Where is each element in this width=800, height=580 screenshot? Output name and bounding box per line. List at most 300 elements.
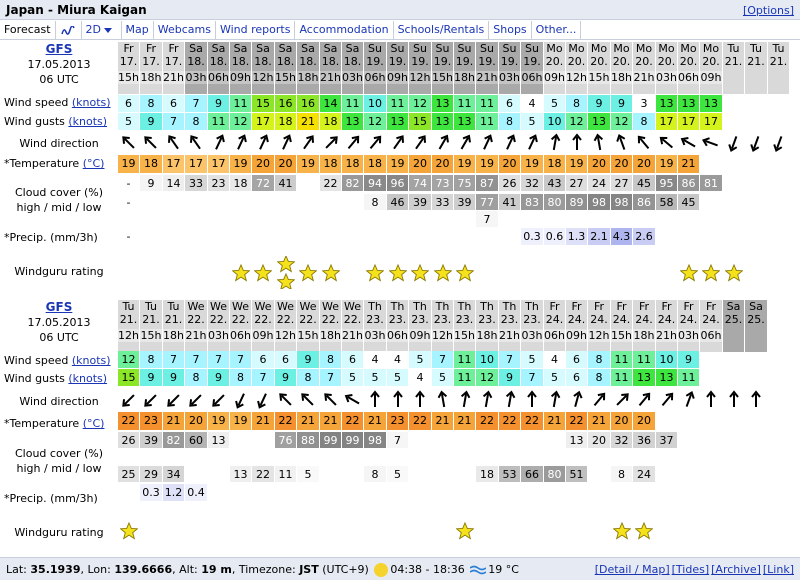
rating-cell — [521, 515, 543, 547]
header-hour: 15h — [297, 329, 319, 342]
rating-cell — [409, 256, 431, 289]
water-temp: 19 °C — [488, 563, 519, 576]
header-day: Mo — [658, 42, 675, 55]
temperature-cell: 19 — [566, 155, 587, 173]
precip-cell — [432, 484, 453, 501]
day-header — [163, 300, 184, 352]
rating-cell — [163, 515, 184, 547]
temperature-cell: 19 — [297, 155, 319, 173]
wind-speed-cell: 9 — [208, 95, 229, 112]
header-date: 17. — [164, 55, 183, 68]
rating-cell — [656, 515, 677, 547]
header-day: Su — [457, 42, 472, 55]
wind-speed-cell: 10 — [476, 351, 498, 368]
rating-cell — [476, 515, 498, 547]
day-header — [656, 300, 677, 352]
wind-gusts-cell: 11 — [208, 113, 229, 130]
alt-label: Alt: — [179, 563, 198, 576]
temperature-cell — [723, 412, 744, 430]
cloud-low-cell — [633, 211, 655, 227]
cloud-high-cell: 9 — [140, 175, 162, 191]
lon-value: 139.6666 — [114, 563, 173, 576]
cloud-high-cell: 94 — [364, 175, 386, 191]
wind-direction-cell — [633, 389, 655, 411]
wind-speed-cell: 7 — [185, 95, 207, 112]
cloud-high-cell: 73 — [432, 175, 453, 191]
tab-schools-rentals[interactable]: Schools/Rentals — [394, 21, 490, 39]
precip-cell — [432, 228, 453, 245]
wind-arrow-icon — [320, 132, 341, 154]
cloud-high-cell: 20 — [588, 432, 610, 448]
cloud-low-cell — [342, 466, 363, 482]
temperature-cell: 21 — [364, 412, 386, 430]
cloud-low-cell: 25 — [118, 466, 139, 482]
cloud-low-cell — [387, 211, 408, 227]
cloud-low-cell — [723, 466, 744, 482]
archive-link[interactable]: [Archive] — [711, 563, 761, 576]
wind-arrow-icon — [252, 389, 274, 411]
temperature-label — [0, 157, 118, 170]
day-header — [678, 300, 699, 352]
cloud-mid-cell: 33 — [432, 194, 453, 210]
header-date: 20. — [545, 55, 564, 68]
temperature-cell: 20 — [633, 155, 655, 173]
rating-cell — [588, 515, 610, 547]
header-hour: 15h — [432, 71, 453, 84]
cloud-high-cell — [745, 432, 767, 448]
header-date: 20. — [635, 55, 653, 68]
wind-direction-cell — [521, 389, 543, 411]
wind-speed-cell: 7 — [499, 351, 520, 368]
lon-label: Lon: — [87, 563, 111, 576]
rating-cell — [364, 515, 386, 547]
wind-direction-cell — [499, 132, 520, 154]
options-link[interactable]: [Options] — [742, 4, 794, 17]
header-date: 23. — [478, 313, 496, 326]
star-icon — [411, 264, 429, 282]
header-hour: 03h — [208, 329, 229, 342]
header-day: Mo — [590, 42, 608, 55]
wind-gusts-cell: 12 — [611, 113, 632, 130]
tab-other[interactable]: Other... — [532, 21, 582, 39]
header-hour: 12h — [432, 329, 453, 342]
tab-forecast[interactable]: Forecast — [0, 21, 56, 39]
temperature-cell: 19 — [387, 155, 408, 173]
cloud-high-cell: 86 — [678, 175, 699, 191]
celsius-link[interactable]: (°C) — [82, 157, 105, 170]
wind-direction-cell — [700, 389, 722, 411]
rating-cell — [409, 515, 431, 547]
wind-speed-cell: 10 — [364, 95, 386, 112]
temperature-cell — [700, 412, 722, 430]
tab-accommodation[interactable]: Accommodation — [295, 21, 393, 39]
wind-gusts-cell — [723, 369, 744, 386]
cloud-low-cell — [588, 211, 610, 227]
header-day: Su — [368, 42, 382, 55]
wind-speed-cell: 8 — [320, 351, 341, 368]
cloud-low-cell: 5 — [297, 466, 319, 482]
temperature-cell: 18 — [544, 155, 565, 173]
temperature-cell: 22 — [342, 412, 363, 430]
rating-cell — [320, 256, 341, 289]
tab-shops[interactable]: Shops — [489, 21, 531, 39]
temperature-cell: 23 — [387, 412, 408, 430]
wind-direction-cell — [454, 389, 475, 411]
header-day: Mo — [568, 42, 585, 55]
wind-arrow-icon — [230, 132, 251, 154]
precip-cell: - — [126, 230, 131, 243]
wind-gusts-cell: 13 — [633, 369, 655, 386]
temperature-cell: 20 — [588, 155, 610, 173]
header-date: 20. — [590, 55, 608, 68]
day-header — [275, 42, 296, 94]
star-icon — [254, 264, 272, 282]
temperature-cell: 19 — [230, 412, 251, 430]
lat-label: Lat: — [6, 563, 27, 576]
rating-cell — [208, 256, 229, 289]
temperature-cell: 21 — [320, 412, 341, 430]
day-header — [230, 42, 251, 94]
header-day: Mo — [680, 42, 697, 55]
wind-gusts-cell: 5 — [544, 369, 565, 386]
day-header — [499, 42, 520, 94]
rating-cell — [252, 256, 274, 289]
wind-arrow-icon — [745, 389, 767, 411]
wind-direction-cell — [409, 132, 431, 154]
wind-direction-cell — [185, 132, 207, 154]
wind-speed-cell: 11 — [454, 351, 475, 368]
wind-gusts-cell: 7 — [320, 369, 341, 386]
wind-arrow-icon — [700, 132, 722, 154]
footer-links — [593, 563, 794, 576]
cloud-high-cell: 45 — [633, 175, 655, 191]
precip-cell — [118, 484, 139, 501]
knots-link[interactable]: (knots) — [68, 372, 108, 385]
cloud-high-cell — [476, 432, 498, 448]
day-header — [275, 300, 296, 352]
wind-speed-cell: 6 — [252, 351, 274, 368]
title-bar — [0, 0, 800, 20]
star-icon — [232, 264, 250, 282]
header-date: 20. — [567, 55, 586, 68]
star-icon — [456, 264, 474, 282]
header-date: 18. — [299, 55, 317, 68]
temperature-cell: 22 — [476, 412, 498, 430]
header-day: Sa — [345, 42, 360, 55]
cloud-low-cell — [208, 466, 229, 482]
header-day: We — [344, 300, 361, 313]
cloud-low-cell — [432, 466, 453, 482]
wind-gusts-cell: 12 — [476, 369, 498, 386]
temperature-cell: 22 — [566, 412, 587, 430]
wind-arrow-icon — [297, 389, 319, 411]
temperature-cell: 20 — [409, 155, 431, 173]
day-header — [476, 300, 498, 352]
wind-direction-cell — [745, 389, 767, 411]
header-hour: 12h — [566, 71, 587, 84]
knots-link[interactable]: (knots) — [71, 354, 111, 367]
wind-gusts-cell — [700, 369, 722, 386]
wind-direction-cell — [723, 389, 744, 411]
wind-speed-cell: 6 — [163, 95, 184, 112]
cloud-cover-label: Cloud cover (%) — [14, 447, 104, 460]
day-header — [723, 300, 744, 352]
wind-arrow-icon — [342, 389, 363, 411]
wind-arrow-icon — [521, 389, 543, 411]
wind-arrow-icon — [297, 132, 319, 154]
temperature-cell — [656, 412, 677, 430]
knots-link[interactable]: (knots) — [71, 96, 111, 109]
cloud-low-cell — [208, 211, 229, 227]
cloud-low-cell — [252, 211, 274, 227]
header-hour: 06h — [678, 71, 699, 84]
precip-cell — [297, 228, 319, 245]
sunrise-sunset: 04:38 - 18:36 — [390, 563, 465, 576]
rating-cell — [320, 515, 341, 547]
star-icon — [389, 264, 407, 282]
cloud-high-cell: 72 — [252, 175, 274, 191]
day-header — [432, 42, 453, 94]
header-date: 24. — [679, 313, 698, 326]
cloud-high-cell: 43 — [544, 175, 565, 191]
header-date: 21. — [747, 55, 765, 68]
temperature-cell: 17 — [163, 155, 184, 173]
temperature-cell: 18 — [320, 155, 341, 173]
header-date: 22. — [343, 313, 362, 326]
precip-cell — [320, 484, 341, 501]
wind-speed-cell: 15 — [252, 95, 274, 112]
header-date: 23. — [500, 313, 519, 326]
wind-gusts-cell: 12 — [364, 113, 386, 130]
header-hour: 09h — [252, 329, 274, 342]
cloud-low-cell — [678, 466, 699, 482]
temperature-cell: 18 — [140, 155, 162, 173]
precip-cell — [275, 484, 296, 501]
precip-cell: 0.4 — [185, 484, 207, 501]
cloud-cover-label: Cloud cover (%) — [14, 186, 104, 199]
wind-direction-cell — [678, 389, 699, 411]
wind-direction-cell — [118, 132, 139, 154]
water-icon — [470, 565, 486, 575]
header-day: Fr — [571, 300, 582, 313]
precip-cell — [678, 484, 699, 501]
wind-arrow-icon — [409, 132, 431, 154]
wind-speed-cell: 13 — [656, 95, 677, 112]
rating-cell — [521, 256, 543, 289]
tab-wind-reports[interactable]: Wind reports — [216, 21, 295, 39]
knots-link[interactable]: (knots) — [68, 115, 108, 128]
wind-speed-cell: 16 — [297, 95, 319, 112]
rating-cell — [588, 256, 610, 289]
wind-speed-cell: 11 — [476, 95, 498, 112]
wind-speed-text: Wind speed — [4, 96, 69, 109]
star-icon — [434, 264, 452, 282]
temperature-cell: 19 — [521, 155, 543, 173]
precip-cell — [454, 228, 475, 245]
day-header — [387, 42, 408, 94]
cloud-low-cell — [723, 211, 744, 227]
star-icon — [366, 264, 384, 282]
rating-cell — [476, 256, 498, 289]
precip-cell — [208, 484, 229, 501]
precip-cell — [185, 228, 207, 245]
temperature-cell: 21 — [544, 412, 565, 430]
cloud-high-cell — [678, 432, 699, 448]
precip-cell — [409, 228, 431, 245]
wind-direction-cell — [521, 132, 543, 154]
header-day: Tu — [144, 300, 158, 313]
cloud-low-cell — [342, 211, 363, 227]
header-day: Fr — [123, 42, 134, 55]
temperature-cell: 19 — [454, 155, 475, 173]
day-header — [611, 300, 632, 352]
day-header — [342, 42, 363, 94]
model-utc: 06 UTC — [39, 331, 79, 344]
header-day: Fr — [616, 300, 627, 313]
cloud-high-cell — [521, 432, 543, 448]
rating-cell — [454, 256, 475, 289]
header-hour: 03h — [656, 71, 677, 84]
header-day: Th — [457, 300, 472, 313]
wind-arrow-icon — [499, 132, 520, 154]
day-header — [768, 42, 789, 94]
tides-link[interactable]: [Tides] — [671, 563, 710, 576]
cloud-high-cell: 96 — [387, 175, 408, 191]
header-date: 20. — [679, 55, 698, 68]
wind-arrow-icon — [364, 132, 386, 154]
wind-gusts-cell: 11 — [611, 369, 632, 386]
link-link[interactable]: [Link] — [762, 563, 794, 576]
wind-arrow-icon — [566, 389, 587, 411]
day-header — [208, 42, 229, 94]
cloud-high-cell: 24 — [588, 175, 610, 191]
day-header — [566, 42, 587, 94]
cloud-mid-cell: 58 — [656, 194, 677, 210]
wind-speed-label — [0, 354, 118, 367]
cloud-low-cell — [320, 211, 341, 227]
rating-cell — [432, 515, 453, 547]
cloud-high-cell: 41 — [275, 175, 296, 191]
wind-arrow-icon — [208, 389, 229, 411]
wind-direction-cell — [208, 132, 229, 154]
day-header — [409, 42, 431, 94]
cloud-high-cell: 7 — [387, 432, 408, 448]
temperature-cell: 21 — [432, 412, 453, 430]
header-date: 18. — [209, 55, 228, 68]
rating-cell — [544, 256, 565, 289]
cloud-low-cell — [140, 211, 162, 227]
rating-cell — [252, 515, 274, 547]
wave-graph-icon — [61, 26, 75, 36]
header-hour: 03h — [678, 329, 699, 342]
wind-speed-cell: 14 — [320, 95, 341, 112]
wind-direction-cell — [432, 389, 453, 411]
wind-direction-cell — [275, 389, 296, 411]
cloud-high-cell: 26 — [118, 432, 139, 448]
header-hour: 21h — [476, 71, 498, 84]
wind-speed-cell: 12 — [409, 95, 431, 112]
wind-direction-cell — [544, 132, 565, 154]
tab-webcams[interactable]: Webcams — [154, 21, 216, 39]
wind-direction-cell — [118, 389, 139, 411]
wind-gusts-cell: 11 — [476, 113, 498, 130]
header-day: Tu — [167, 300, 180, 313]
model-link[interactable]: GFS — [45, 42, 73, 56]
model-link[interactable]: GFS — [45, 300, 73, 314]
tab-map[interactable]: Map — [122, 21, 154, 39]
header-day: Mo — [546, 42, 563, 55]
day-header — [320, 42, 341, 94]
day-header — [252, 42, 274, 94]
precip-cell — [544, 484, 565, 501]
cloud-high-cell — [544, 432, 565, 448]
day-header — [118, 42, 139, 94]
rating-cell — [432, 256, 453, 289]
tab-graph[interactable] — [56, 21, 82, 39]
rating-cell — [297, 256, 319, 289]
header-hour: 15h — [140, 329, 162, 342]
celsius-link[interactable]: (°C) — [82, 417, 105, 430]
header-hour: 09h — [387, 71, 408, 84]
wind-direction-cell — [297, 132, 319, 154]
wind-speed-cell: 7 — [432, 351, 453, 368]
header-hour: 06h — [387, 329, 408, 342]
detail-map-link[interactable]: [Detail / Map] — [594, 563, 670, 576]
wind-speed-text: Wind speed — [4, 354, 69, 367]
star-icon — [702, 264, 720, 282]
wind-gusts-cell: 18 — [320, 113, 341, 130]
temperature-cell: 20 — [185, 412, 207, 430]
cloud-high-cell: 13 — [566, 432, 587, 448]
header-day: We — [187, 300, 205, 313]
temperature-cell: 22 — [409, 412, 431, 430]
wind-speed-cell: 5 — [521, 351, 543, 368]
header-hour: 21h — [163, 71, 184, 84]
cloud-low-cell — [297, 211, 319, 227]
precip-cell — [387, 228, 408, 245]
wind-gusts-cell — [745, 113, 767, 130]
precip-cell — [163, 228, 184, 245]
wind-gusts-cell: 5 — [342, 369, 363, 386]
precip-cell — [320, 228, 341, 245]
wind-direction-cell — [275, 132, 296, 154]
wind-arrow-icon — [432, 132, 453, 154]
day-header — [454, 300, 475, 352]
rating-label: Windguru rating — [14, 265, 104, 278]
header-hour: 12h — [252, 71, 274, 84]
tab-2d[interactable] — [82, 21, 122, 39]
header-hour: 12h — [275, 329, 296, 342]
precip-cell — [476, 484, 498, 501]
cloud-low-cell — [409, 466, 431, 482]
wind-gusts-cell: 8 — [633, 113, 655, 130]
wind-speed-cell: 12 — [118, 351, 139, 368]
temperature-cell: 19 — [476, 155, 498, 173]
header-hour: 03h — [521, 329, 543, 342]
wind-speed-cell: 10 — [656, 351, 677, 368]
header-day: Fr — [661, 300, 672, 313]
precip-cell: 4.3 — [612, 230, 631, 243]
day-header — [163, 42, 184, 94]
wind-speed-cell — [745, 95, 767, 112]
header-day: Su — [502, 42, 517, 55]
wind-gusts-cell: 10 — [544, 113, 565, 130]
wind-speed-cell — [723, 95, 744, 112]
cloud-mid-cell: 46 — [387, 194, 408, 210]
cloud-high-cell: 75 — [454, 175, 475, 191]
header-hour: 09h — [409, 329, 431, 342]
header-hour: 21h — [633, 71, 655, 84]
